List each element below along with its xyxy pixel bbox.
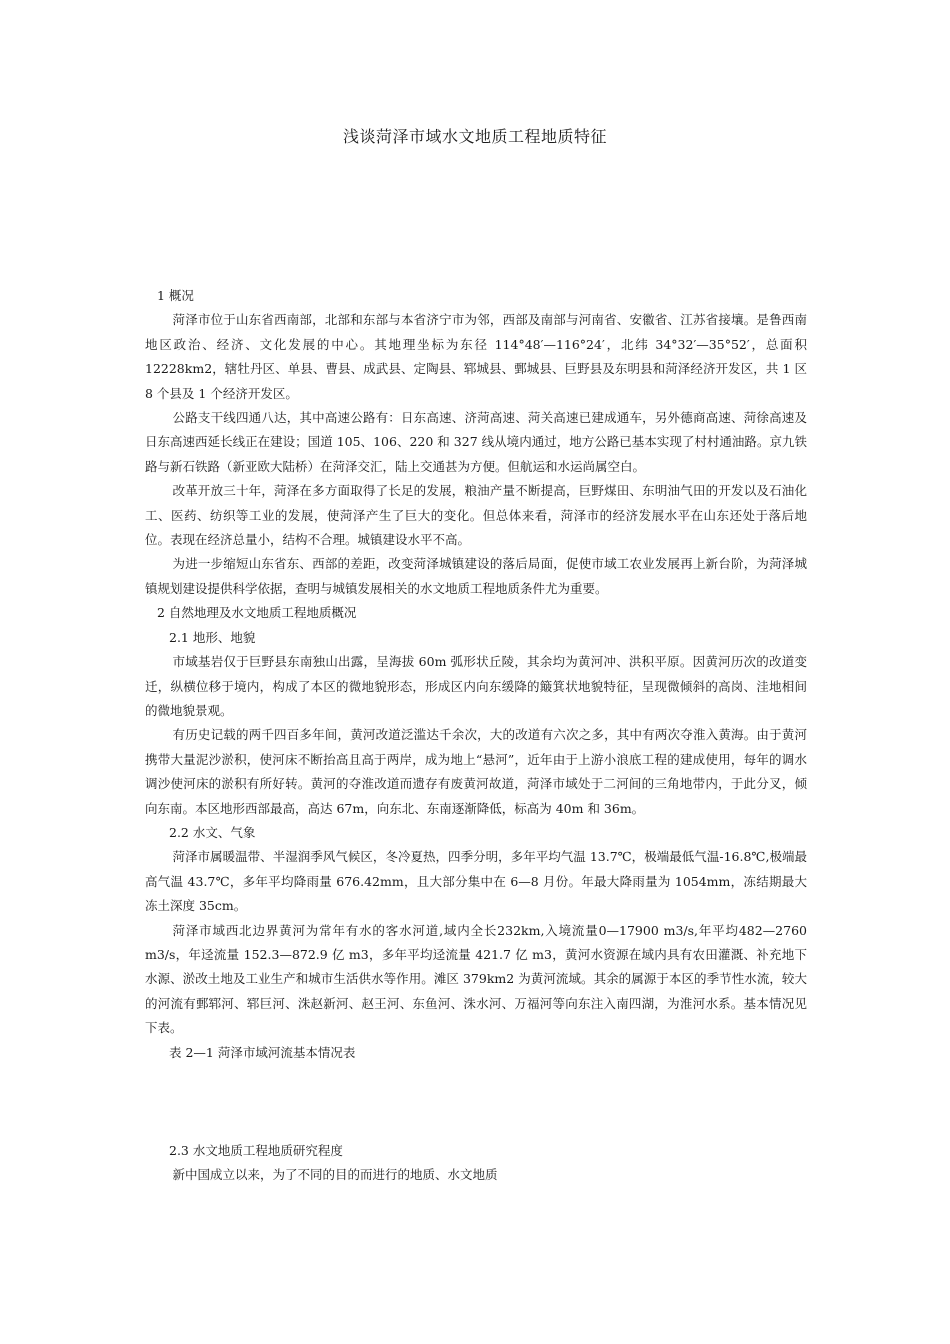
paragraph: 菏泽市位于山东省西南部，北部和东部与本省济宁市为邻，西部及南部与河南省、安徽省、江苏省接壤。是鲁西南地区政治、经济、文化发展的中心。其地理坐标为东径 114°48′—116°24′，北纬 34°32′—35°52′，总面积 12228km2，辖牡丹区、单县、曹县、成武县、定陶县、郓城县、鄄城县、巨野县及东明县和菏泽经济开发区，共 1 区 8 个县及 1 个经济开发区。: [145, 312, 807, 401]
table-placeholder: [145, 1065, 807, 1139]
table-caption: 表 2—1 菏泽市域河流基本情况表: [169, 1044, 356, 1060]
paragraph: 公路支干线四通八达，其中高速公路有：日东高速、济菏高速、菏关高速已建成通车，另外德商高速、菏徐高速及日东高速西延长线正在建设；国道 105、106、220 和 327 线从境内通过，地方公路已基本实现了村村通油路。京九铁路与新石铁路（新亚欧大陆桥）在菏泽交汇，陆上交通甚为方便。但航运和水运尚属空白。: [145, 410, 807, 474]
paragraph: 菏泽市属暖温带、半湿润季风气候区，冬冷夏热，四季分明，多年平均气温 13.7℃，极端最低气温-16.8℃,极端最高气温 43.7℃，多年平均降雨量 676.42mm，且大部分集中在 6—8 月份。年最大降雨量为 1054mm，冻结期最大冻土深度 35cm。: [145, 849, 807, 914]
section-heading: 1 概况: [157, 288, 194, 303]
subsection-heading: 2.3 水文地质工程地质研究程度: [169, 1143, 343, 1158]
document-body: [145, 284, 807, 1188]
paragraph: 为进一步缩短山东省东、西部的差距，改变菏泽城镇建设的落后局面，促使市域工农业发展再上新台阶，为菏泽城镇规划建设提供科学依据，查明与城镇发展相关的水文地质工程地质条件尤为重要。: [145, 556, 807, 596]
subsection-heading: 2.2 水文、气象: [169, 824, 256, 840]
paragraph: 改革开放三十年，菏泽在多方面取得了长足的发展，粮油产量不断提高，巨野煤田、东明油气田的开发以及石油化工、医药、纺织等工业的发展，使菏泽产生了巨大的变化。但总体来看，菏泽市的经济发展水平在山东还处于落后地位。表现在经济总量小，结构不合理。城镇建设水平不高。: [145, 483, 807, 548]
paragraph: 有历史记载的两千四百多年间，黄河改道泛滥达千余次，大的改道有六次之多，其中有两次夺淮入黄海。由于黄河携带大量泥沙淤积，使河床不断抬高且高于两岸，成为地上“悬河”，近年由于上游小浪底工程的建成使用，每年的调水调沙使河床的淤积有所好转。黄河的夺淮改道而遗存有废黄河故道，菏泽市域处于二河间的三角地带内，于此分叉，倾向东南。本区地形西部最高，高达 67m，向东北、东南逐渐降低，标高为 40m 和 36m。: [145, 727, 807, 816]
paragraph: 新中国成立以来，为了不同的目的而进行的地质、水文地质: [172, 1167, 498, 1183]
document-title: 浅谈菏泽市域水文地质工程地质特征: [342, 127, 607, 146]
paragraph: 市域基岩仅于巨野县东南独山出露，呈海拔 60m 弧形状丘陵，其余均为黄河冲、洪积平原。因黄河历次的改道变迁，纵横位移于境内，构成了本区的微地貌形态，形成区内向东缓降的簸箕状地貌特征，呈现微倾斜的高岗、洼地相间的微地貌景观。: [145, 654, 807, 718]
section-heading: 2 自然地理及水文地质工程地质概况: [157, 605, 357, 621]
paragraph: 菏泽市域西北边界黄河为常年有水的客水河道,域内全长232km,入境流量0—17900 m3/s,年平均482—2760 m3/s，年迳流量 152.3—872.9 亿 m3，多年平均迳流量 421.7 亿 m3，黄河水资源在域内具有农田灌溉、补充地下水源、淤改土地及工业生产和城市生活供水等作用。滩区 379km2 为黄河流域。其余的属源于本区的季节性水流，较大的河流有鄄郓河、郓巨河、洙赵新河、赵王河、东鱼河、洙水河、万福河等向东注入南四湖，为淮河水系。基本情况见下表。: [145, 922, 807, 1036]
subsection-heading: 2.1 地形、地貌: [169, 629, 256, 645]
